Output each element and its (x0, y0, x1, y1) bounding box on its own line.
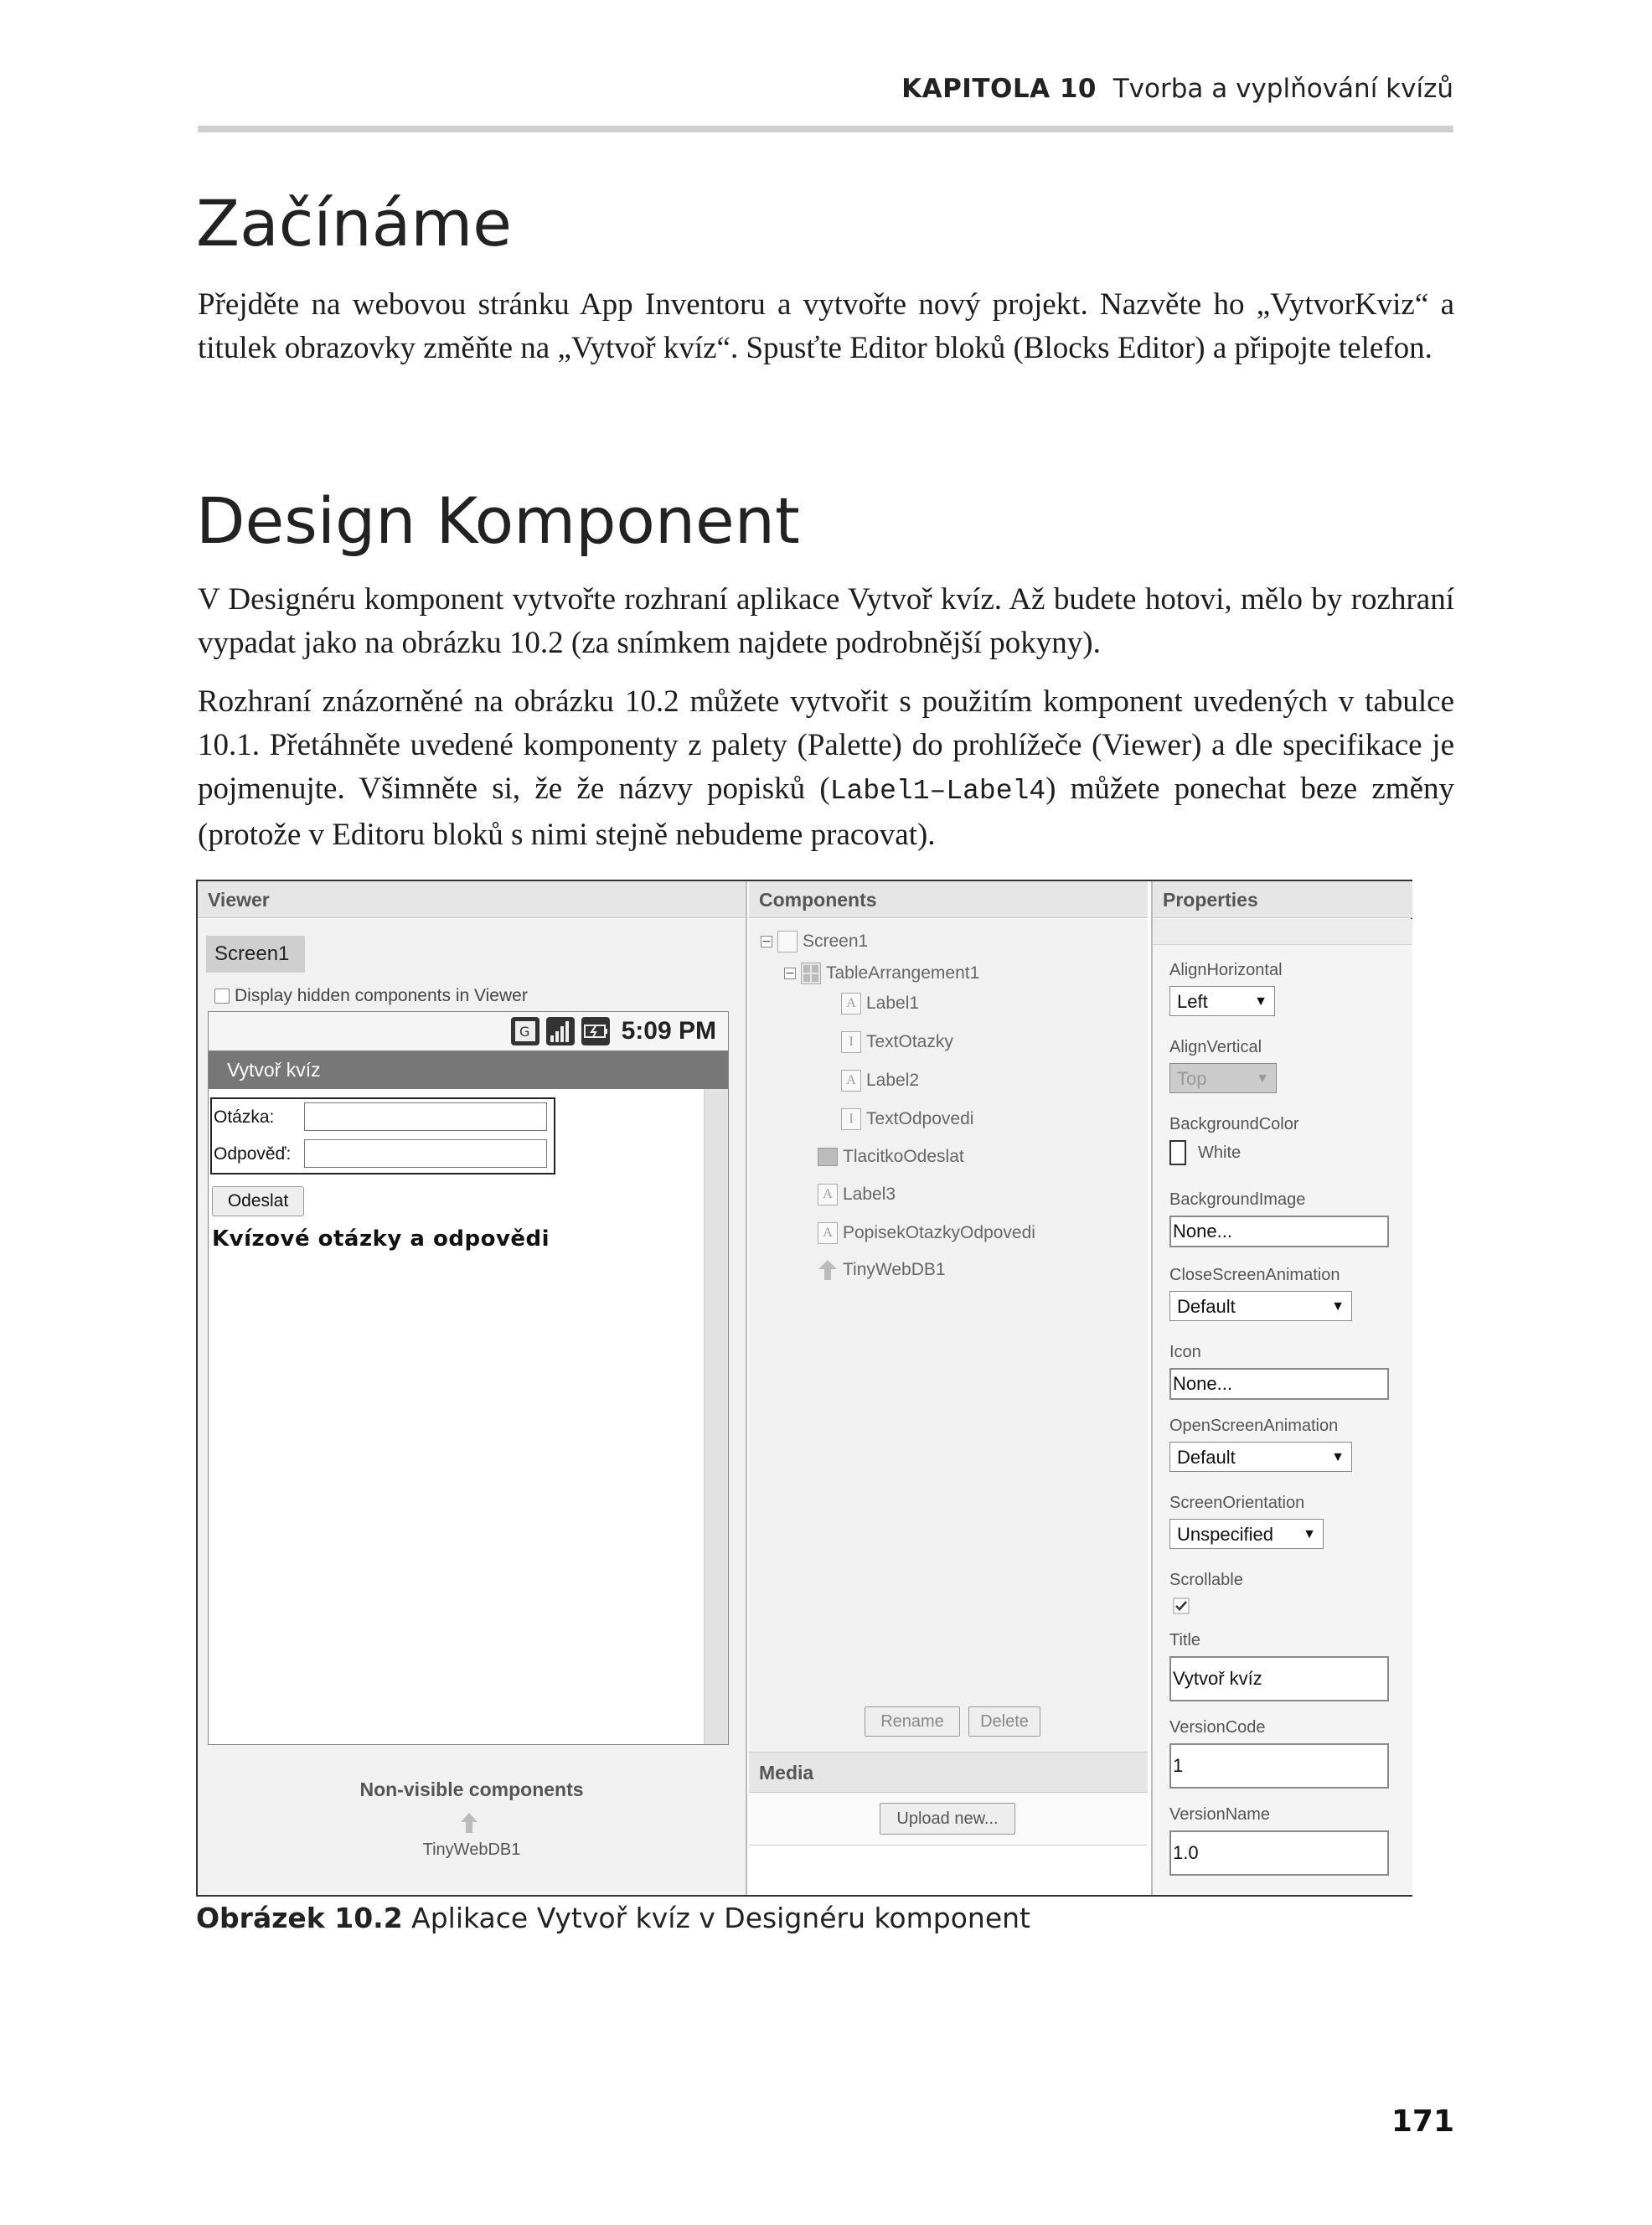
tinywebdb-icon (818, 1259, 838, 1281)
prop-version-code (1169, 1718, 1396, 1789)
select-value: Left (1177, 991, 1208, 1012)
prop-label: Scrollable (1169, 1571, 1243, 1589)
phone-preview (208, 1011, 729, 1745)
display-hidden-row[interactable] (214, 986, 528, 1006)
select-value: Default (1177, 1296, 1236, 1317)
quiz-list-heading: Kvízové otázky a odpovědi (212, 1226, 550, 1252)
media-body (749, 1793, 1148, 1846)
tree-label: Label1 (866, 994, 920, 1013)
icon-field[interactable]: None... (1169, 1368, 1389, 1400)
components-header: Components (749, 881, 1148, 918)
properties-header: Properties (1153, 881, 1412, 918)
prop-label: VersionName (1169, 1805, 1271, 1824)
select-value: Unspecified (1177, 1524, 1273, 1545)
version-name-field[interactable]: 1.0 (1169, 1830, 1389, 1876)
tree-item-label1[interactable] (841, 993, 919, 1014)
align-vertical-select (1169, 1063, 1277, 1093)
prop-label: OpenScreenAnimation (1169, 1417, 1339, 1435)
svg-text:G: G (519, 1024, 530, 1040)
table-icon (801, 963, 821, 984)
prop-label: ScreenOrientation (1169, 1494, 1305, 1512)
prop-label: AlignHorizontal (1169, 961, 1283, 979)
prop-label: CloseScreenAnimation (1169, 1266, 1340, 1284)
prop-label: Title (1169, 1631, 1201, 1649)
answer-row (212, 1136, 554, 1173)
tree-item-label3[interactable] (818, 1184, 896, 1205)
button-icon (818, 1148, 838, 1166)
screen-icon (777, 931, 798, 952)
tree-label: Screen1 (803, 932, 869, 951)
viewer-header: Viewer (198, 881, 746, 918)
chapter-title: Tvorba a vyplňování kvízů (1113, 74, 1453, 104)
textbox-icon: I (841, 1031, 861, 1053)
select-value: Top (1177, 1068, 1207, 1089)
intro-paragraph: Přejděte na webovou stránku App Inventoru a vytvořte nový projekt. Nazvěte ho „VytvorKviz“ a titulek obrazovky změňte na „Vytvoř kvíz“. Spusťte Editor bloků (Blocks Editor) a připojte telefon. (198, 287, 1454, 365)
display-hidden-checkbox[interactable] (214, 989, 230, 1004)
textbox-icon: I (841, 1108, 861, 1130)
align-horizontal-select[interactable] (1169, 986, 1275, 1016)
tree-label: PopisekOtazkyOdpovedi (843, 1223, 1035, 1242)
version-code-field[interactable]: 1 (1169, 1743, 1389, 1789)
components-panel (749, 881, 1148, 1895)
tree-label: TableArrangement1 (826, 963, 980, 983)
running-header (198, 74, 1453, 104)
question-input[interactable] (304, 1102, 547, 1131)
designer-screenshot (196, 880, 1412, 1897)
design-paragraph-1: V Designéru komponent vytvořte rozhraní aplikace Vytvoř kvíz. Až budete hotovi, mělo by rozhraní vypadat jako na obrázku 10.2 (za snímkem najdete podrobnější pokyny). (198, 582, 1454, 660)
paragraph-text-end: ) můžete ponechat beze změny (protože v Editoru bloků s nimi stejně nebudeme pracovat). (198, 772, 1455, 852)
header-rule (198, 126, 1453, 132)
label-icon: A (841, 1070, 861, 1092)
prop-scrollable (1169, 1571, 1396, 1618)
collapse-icon[interactable]: − (761, 935, 772, 948)
orientation-select[interactable] (1169, 1519, 1324, 1549)
battery-icon (581, 1017, 610, 1045)
tree-label: TlacitkoOdeslat (843, 1147, 964, 1166)
nonvisible-components-label: Non-visible components (359, 1778, 584, 1800)
properties-body (1153, 919, 1412, 1895)
nonvisible-tinywebdb: TinyWebDB1 (422, 1840, 521, 1859)
background-color-picker[interactable] (1169, 1140, 1396, 1165)
dropdown-arrow-icon: ▼ (1331, 1299, 1345, 1314)
prop-version-name (1169, 1805, 1396, 1876)
collapse-icon[interactable]: − (785, 967, 795, 980)
send-button[interactable]: Odeslat (212, 1186, 304, 1216)
color-swatch[interactable] (1169, 1140, 1186, 1165)
label-icon: A (818, 1184, 838, 1205)
label-icon: A (841, 993, 861, 1014)
tree-label: TextOtazky (866, 1032, 953, 1051)
qa-table-arrangement (210, 1097, 555, 1174)
dropdown-arrow-icon: ▼ (1303, 1527, 1316, 1541)
viewer-body (198, 919, 746, 1895)
prop-title (1169, 1631, 1396, 1701)
tinywebdb-icon (460, 1812, 478, 1834)
prop-background-image (1169, 1190, 1396, 1247)
prop-label: BackgroundImage (1169, 1190, 1306, 1209)
close-animation-select[interactable] (1169, 1291, 1352, 1321)
prop-open-screen-animation (1169, 1417, 1396, 1472)
title-field[interactable]: Vytvoř kvíz (1169, 1656, 1389, 1701)
viewer-panel (198, 881, 747, 1895)
question-label: Otázka: (214, 1107, 275, 1127)
prop-screen-orientation (1169, 1494, 1396, 1549)
label-icon: A (818, 1222, 838, 1244)
network-icon (511, 1017, 539, 1045)
tree-item-tablearrangement1[interactable] (784, 963, 979, 984)
tree-label: Label3 (843, 1185, 896, 1204)
select-value: Default (1177, 1447, 1236, 1468)
signal-icon (546, 1017, 575, 1045)
tree-item-popisekotazkyodpovedi[interactable] (818, 1222, 1035, 1244)
prop-background-color (1169, 1115, 1396, 1165)
prop-close-screen-animation (1169, 1266, 1396, 1321)
answer-input[interactable] (304, 1139, 547, 1168)
properties-panel (1151, 881, 1412, 1895)
caption-number: Obrázek 10.2 (196, 1902, 403, 1934)
color-name: White (1198, 1143, 1242, 1162)
screen1-tab[interactable]: Screen1 (206, 936, 305, 973)
tree-item-textotazky[interactable] (841, 1031, 953, 1053)
answer-label: Odpověď: (214, 1144, 292, 1164)
prop-label: AlignVertical (1169, 1038, 1262, 1056)
label-code-range: Label1–Label4 (829, 776, 1046, 807)
tree-label: TinyWebDB1 (843, 1260, 946, 1279)
section-heading-zaciname: Začínáme (196, 186, 513, 261)
rename-button[interactable]: Rename (865, 1706, 960, 1737)
tree-item-tinywebdb1[interactable] (818, 1259, 946, 1281)
scrollable-checkbox[interactable] (1173, 1598, 1190, 1614)
upload-new-button[interactable]: Upload new... (880, 1803, 1015, 1835)
tree-item-label2[interactable] (841, 1070, 919, 1092)
tree-label: Label2 (866, 1071, 920, 1090)
dropdown-arrow-icon: ▼ (1254, 994, 1267, 1009)
media-header: Media (749, 1753, 1148, 1793)
tree-item-textodpovedi[interactable] (841, 1108, 973, 1130)
properties-strip (1153, 919, 1412, 945)
question-row (212, 1099, 554, 1136)
background-image-field[interactable]: None... (1169, 1216, 1389, 1247)
figure-caption (196, 1902, 1030, 1934)
tree-item-tlacitkoodeslat[interactable] (818, 1147, 964, 1167)
section-heading-design: Design Komponent (196, 483, 800, 558)
prop-label: BackgroundColor (1169, 1115, 1299, 1133)
delete-button[interactable]: Delete (968, 1706, 1040, 1737)
app-title-bar: Vytvoř kvíz (209, 1051, 728, 1089)
paragraph-text-start: Rozhraní znázorněné na obrázku 10.2 můžete vytvořit s použitím komponent uvedených v tabulce 10.1. Přetáhněte uvedené komponenty z palety (Palette) do prohlížeče (Viewer) a dle specifikace je pojmenujte. Všimněte si, že že názvy popisků ( (198, 684, 1454, 806)
prop-align-horizontal (1169, 961, 1396, 1016)
prop-align-vertical (1169, 1038, 1396, 1093)
dropdown-arrow-icon: ▼ (1331, 1450, 1345, 1464)
prop-icon (1169, 1343, 1396, 1400)
phone-content (209, 1089, 705, 1744)
tree-label: TextOdpovedi (866, 1109, 974, 1128)
status-time: 5:09 PM (621, 1017, 716, 1045)
status-bar (209, 1012, 728, 1051)
design-paragraph-2 (198, 680, 1454, 857)
dropdown-arrow-icon: ▼ (1256, 1071, 1269, 1086)
prop-label: Icon (1169, 1343, 1201, 1361)
phone-scrollbar[interactable] (704, 1089, 728, 1744)
chapter-number: KAPITOLA 10 (901, 74, 1097, 104)
prop-label: VersionCode (1169, 1718, 1266, 1737)
tree-item-screen1[interactable] (761, 931, 868, 952)
caption-text: Aplikace Vytvoř kvíz v Designéru komponent (402, 1902, 1030, 1934)
components-tree (749, 919, 1148, 1753)
page-number: 171 (1391, 2104, 1454, 2139)
display-hidden-label: Display hidden components in Viewer (235, 986, 528, 1005)
open-animation-select[interactable] (1169, 1442, 1352, 1472)
